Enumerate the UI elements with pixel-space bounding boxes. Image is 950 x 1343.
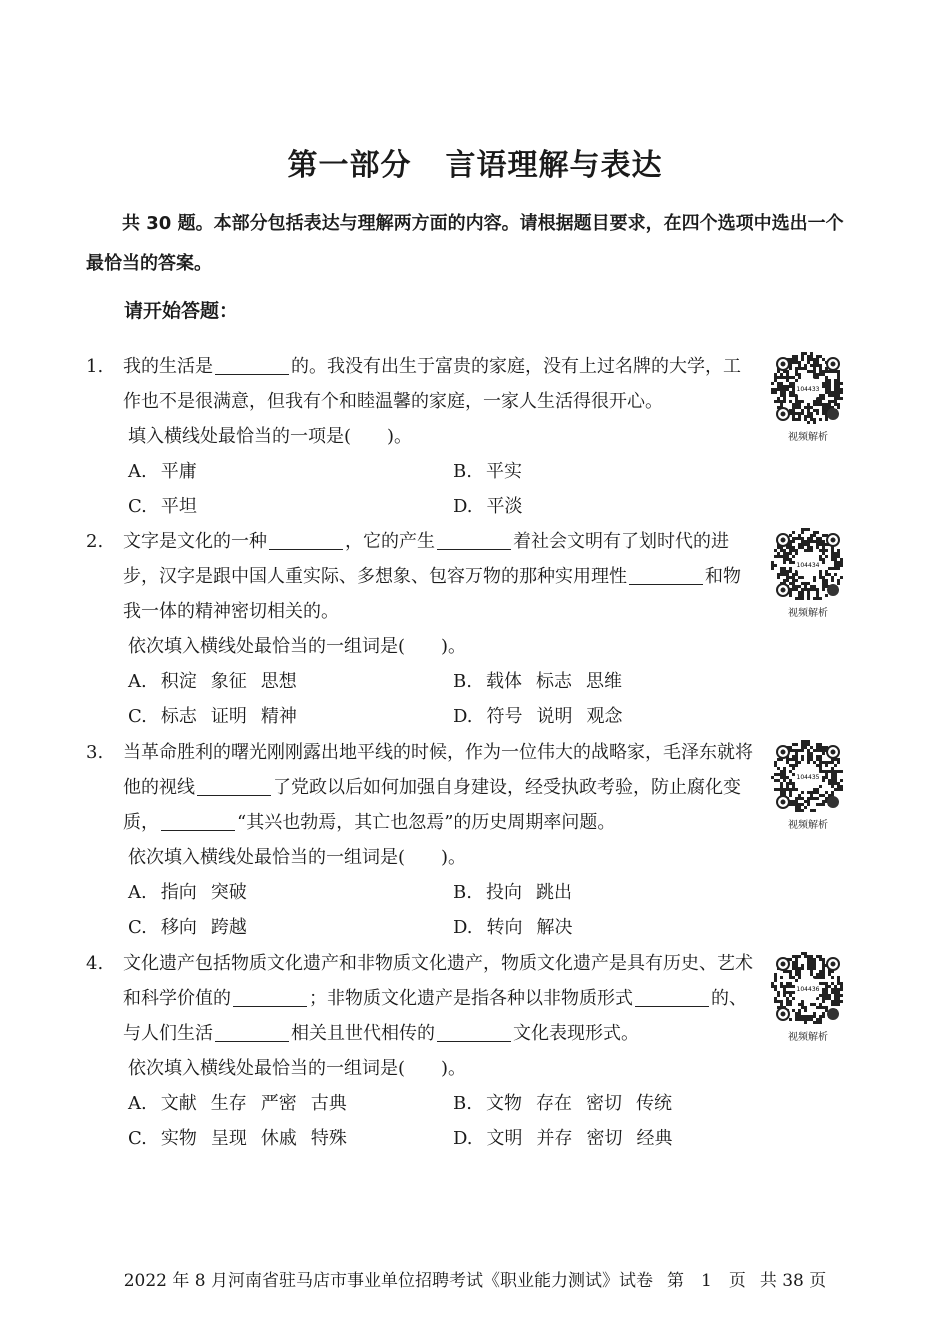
video-analysis-qr-3[interactable]	[766, 740, 850, 831]
qr-id-text: 104434	[796, 562, 820, 569]
question-stem: 文化遗产包括物质文化遗产和非物质文化遗产，物质文化遗产是具有历史、艺术和科学价值的 ；非物质文化遗产是指各种以非物质形式 的、与人们生活 相关且世代相传的 文化表现形式。	[123, 953, 753, 1044]
part-name: 言语理解与表达	[445, 148, 663, 183]
question-4	[86, 946, 756, 1156]
video-analysis-qr-2[interactable]	[766, 528, 850, 619]
question-2	[86, 524, 756, 734]
answer-blank	[215, 1021, 289, 1042]
option-c: C. 实物 呈现 休戚 特殊	[128, 1128, 347, 1149]
option-a: A. 文献 生存 严密 古典	[128, 1093, 347, 1114]
option-a: A. 平庸	[128, 461, 197, 482]
question-prompt: 依次填入横线处最恰当的一组词是( )。	[128, 636, 467, 657]
option-b: B. 投向 跳出	[453, 882, 572, 903]
qr-id-text: 104436	[796, 986, 820, 993]
video-analysis-qr-1[interactable]	[766, 352, 850, 443]
option-b: B. 载体 标志 思维	[453, 671, 622, 692]
question-3	[86, 735, 756, 945]
option-b: B. 文物 存在 密切 传统	[453, 1093, 672, 1114]
option-b: B. 平实	[453, 461, 522, 482]
option-c: C. 平坦	[128, 496, 197, 517]
qr-id-text: 104435	[796, 774, 820, 781]
qr-caption: 视频解析	[788, 820, 828, 831]
option-c: C. 标志 证明 精神	[128, 706, 297, 727]
question-1	[86, 349, 756, 524]
answer-blank	[215, 354, 289, 375]
answer-blank	[437, 529, 511, 550]
start-heading: 请开始答题：	[124, 300, 239, 322]
qr-caption: 视频解析	[788, 608, 828, 619]
page-number: 第 1 页	[667, 1271, 746, 1291]
part-label: 第一部分	[287, 148, 412, 183]
answer-blank	[269, 529, 343, 550]
qr-code-icon	[771, 740, 845, 814]
option-c: C. 移向 跨越	[128, 917, 247, 938]
options-grid	[128, 1086, 756, 1156]
page-footer	[0, 1266, 950, 1291]
question-stem: 当革命胜利的曙光刚刚露出地平线的时候，作为一位伟大的战略家，毛泽东就将他的视线 了党政以后如何加强自身建设，经受执政考验，防止腐化变质， “其兴也勃焉，其亡也忽焉”的历史周期率问题。	[123, 742, 753, 833]
question-stem: 我的生活是 的。我没有出生于富贵的家庭，没有上过名牌的大学，工作也不是很满意，但我有个和睦温馨的家庭，一家人生活得很开心。	[123, 356, 741, 412]
option-d: D. 符号 说明 观念	[453, 706, 623, 727]
question-prompt: 依次填入横线处最恰当的一组词是( )。	[128, 1058, 467, 1079]
qr-id-text: 104433	[796, 386, 820, 393]
options-grid	[128, 454, 756, 524]
option-a: A. 指向 突破	[128, 882, 247, 903]
page-title	[0, 140, 950, 184]
answer-blank	[635, 986, 709, 1007]
question-number: 2.	[86, 531, 104, 552]
question-prompt: 依次填入横线处最恰当的一组词是( )。	[128, 847, 467, 868]
qr-caption: 视频解析	[788, 432, 828, 443]
qr-caption: 视频解析	[788, 1032, 828, 1043]
answer-blank	[197, 775, 271, 796]
option-d: D. 平淡	[453, 496, 523, 517]
answer-blank	[629, 564, 703, 585]
answer-blank	[233, 986, 307, 1007]
question-prompt: 填入横线处最恰当的一项是( )。	[128, 426, 413, 447]
option-d: D. 转向 解决	[453, 917, 573, 938]
section-instructions	[86, 204, 856, 284]
answer-blank	[437, 1021, 511, 1042]
qr-code-icon	[771, 952, 845, 1026]
option-d: D. 文明 并存 密切 经典	[453, 1128, 673, 1149]
qr-code-icon	[771, 352, 845, 426]
exam-title: 2022 年 8 月河南省驻马店市事业单位招聘考试《职业能力测试》试卷	[123, 1271, 653, 1291]
options-grid	[128, 664, 756, 734]
question-number: 1.	[86, 356, 104, 377]
question-number: 4.	[86, 953, 104, 974]
page-total: 共 38 页	[759, 1271, 827, 1291]
qr-code-icon	[771, 528, 845, 602]
question-stem: 文字是文化的一种 ，它的产生 着社会文明有了划时代的进步，汉字是跟中国人重实际、多想象、包容万物的那种实用理性 和物我一体的精神密切相关的。	[123, 531, 741, 622]
options-grid	[128, 875, 756, 945]
video-analysis-qr-4[interactable]	[766, 952, 850, 1043]
question-number: 3.	[86, 742, 104, 763]
answer-blank	[161, 810, 235, 831]
option-a: A. 积淀 象征 思想	[128, 671, 297, 692]
instructions-text: 共 30 题。本部分包括表达与理解两方面的内容。请根据题目要求，在四个选项中选出一个最恰当的答案。	[86, 213, 844, 274]
